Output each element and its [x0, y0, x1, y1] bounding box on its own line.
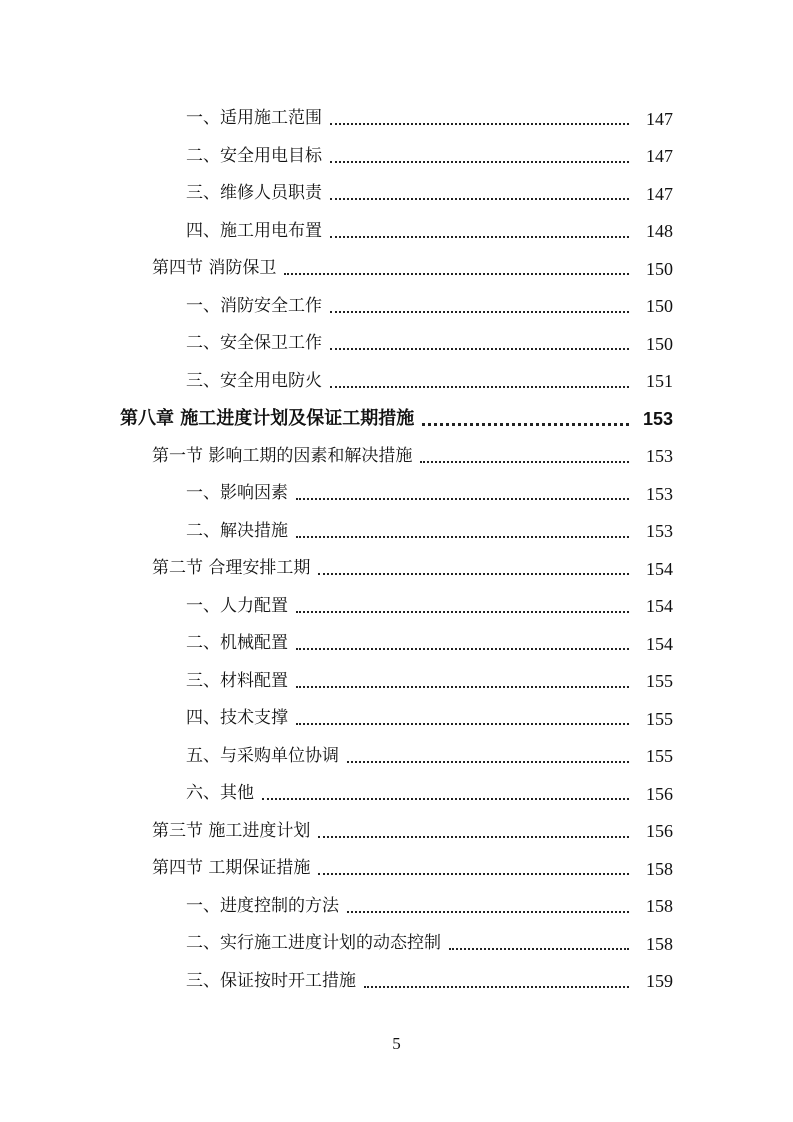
- table-of-contents: [0, 100, 793, 1000]
- toc-entry-page: 154: [646, 558, 673, 579]
- toc-entry-page: 154: [646, 596, 673, 617]
- toc-entry-page: 159: [646, 971, 673, 992]
- toc-entry-title: 第一节 影响工期的因素和解决措施: [152, 448, 418, 465]
- toc-entry[interactable]: [0, 250, 793, 288]
- toc-leader-dots: [296, 647, 629, 650]
- toc-entry-page: 155: [646, 671, 673, 692]
- page-number: 5: [392, 1034, 401, 1053]
- toc-leader-dots: [296, 722, 629, 725]
- toc-entry-title: 五、与采购单位协调: [186, 748, 345, 765]
- toc-leader-dots: [449, 947, 629, 950]
- toc-entry-title: 第二节 合理安排工期: [152, 560, 316, 577]
- toc-entry-page: 155: [646, 746, 673, 767]
- toc-entry[interactable]: [0, 888, 793, 926]
- toc-entry[interactable]: [0, 738, 793, 776]
- toc-leader-dots: [330, 235, 629, 238]
- toc-leader-dots: [330, 310, 629, 313]
- toc-entry-page: 155: [646, 708, 673, 729]
- toc-entry-title: 二、实行施工进度计划的动态控制: [186, 935, 447, 952]
- toc-entry-title: 一、适用施工范围: [186, 110, 328, 127]
- toc-chapter-entry[interactable]: [0, 400, 793, 438]
- toc-entry-title: 一、人力配置: [186, 598, 294, 615]
- toc-entry-title: 二、安全保卫工作: [186, 335, 328, 352]
- toc-leader-dots: [347, 910, 629, 913]
- toc-entry-page: 147: [646, 108, 673, 129]
- toc-entry-title: 一、影响因素: [186, 485, 294, 502]
- toc-entry-title: 第四节 工期保证措施: [152, 860, 316, 877]
- toc-entry-title: 一、消防安全工作: [186, 298, 328, 315]
- toc-entry[interactable]: [0, 513, 793, 551]
- toc-leader-dots: [330, 385, 629, 388]
- toc-entry-page: 156: [646, 783, 673, 804]
- toc-entry[interactable]: [0, 813, 793, 851]
- toc-entry[interactable]: [0, 963, 793, 1001]
- toc-entry-page: 147: [646, 183, 673, 204]
- toc-entry-page: 153: [646, 446, 673, 467]
- toc-leader-dots: [422, 422, 629, 426]
- toc-entry[interactable]: [0, 325, 793, 363]
- toc-entry[interactable]: [0, 288, 793, 326]
- toc-entry-page: 154: [646, 633, 673, 654]
- toc-entry-page: 158: [646, 858, 673, 879]
- toc-entry-title: 二、安全用电目标: [186, 148, 328, 165]
- toc-entry-page: 147: [646, 146, 673, 167]
- toc-entry-title: 四、施工用电布置: [186, 223, 328, 240]
- toc-leader-dots: [420, 460, 629, 463]
- toc-entry-page: 150: [646, 258, 673, 279]
- toc-entry-title: 四、技术支撑: [186, 710, 294, 727]
- toc-entry[interactable]: [0, 663, 793, 701]
- toc-entry-title: 三、材料配置: [186, 673, 294, 690]
- toc-leader-dots: [318, 572, 629, 575]
- toc-entry-page: 153: [642, 408, 673, 429]
- toc-entry-title: 第三节 施工进度计划: [152, 823, 316, 840]
- toc-entry[interactable]: [0, 700, 793, 738]
- toc-entry-title: 三、维修人员职责: [186, 185, 328, 202]
- toc-leader-dots: [330, 347, 629, 350]
- toc-entry-page: 150: [646, 296, 673, 317]
- toc-leader-dots: [318, 872, 629, 875]
- toc-entry-page: 148: [646, 221, 673, 242]
- toc-entry[interactable]: [0, 138, 793, 176]
- toc-entry[interactable]: [0, 775, 793, 813]
- toc-leader-dots: [330, 160, 629, 163]
- toc-leader-dots: [262, 797, 629, 800]
- toc-entry-title: 三、安全用电防火: [186, 373, 328, 390]
- toc-entry-title: 一、进度控制的方法: [186, 898, 345, 915]
- toc-entry-title: 第八章 施工进度计划及保证工期措施: [120, 410, 420, 428]
- toc-entry-title: 三、保证按时开工措施: [186, 973, 362, 990]
- toc-entry[interactable]: [0, 850, 793, 888]
- toc-entry[interactable]: [0, 363, 793, 401]
- toc-entry[interactable]: [0, 625, 793, 663]
- toc-entry[interactable]: [0, 475, 793, 513]
- toc-leader-dots: [318, 835, 629, 838]
- toc-entry[interactable]: [0, 550, 793, 588]
- toc-entry-page: 158: [646, 896, 673, 917]
- toc-leader-dots: [296, 497, 629, 500]
- toc-leader-dots: [364, 985, 629, 988]
- toc-entry[interactable]: [0, 100, 793, 138]
- toc-entry-page: 150: [646, 333, 673, 354]
- toc-leader-dots: [284, 272, 629, 275]
- toc-entry[interactable]: [0, 175, 793, 213]
- toc-leader-dots: [330, 122, 629, 125]
- toc-entry-page: 153: [646, 483, 673, 504]
- toc-entry[interactable]: [0, 925, 793, 963]
- toc-entry-page: 158: [646, 933, 673, 954]
- toc-leader-dots: [296, 610, 629, 613]
- toc-entry-page: 153: [646, 521, 673, 542]
- toc-leader-dots: [330, 197, 629, 200]
- toc-leader-dots: [296, 535, 629, 538]
- toc-entry[interactable]: [0, 588, 793, 626]
- toc-entry-title: 第四节 消防保卫: [152, 260, 282, 277]
- toc-entry[interactable]: [0, 213, 793, 251]
- toc-leader-dots: [296, 685, 629, 688]
- toc-entry[interactable]: [0, 438, 793, 476]
- toc-entry-title: 二、解决措施: [186, 523, 294, 540]
- toc-entry-title: 六、其他: [186, 785, 260, 802]
- toc-entry-page: 151: [646, 371, 673, 392]
- toc-leader-dots: [347, 760, 629, 763]
- toc-entry-page: 156: [646, 821, 673, 842]
- toc-entry-title: 二、机械配置: [186, 635, 294, 652]
